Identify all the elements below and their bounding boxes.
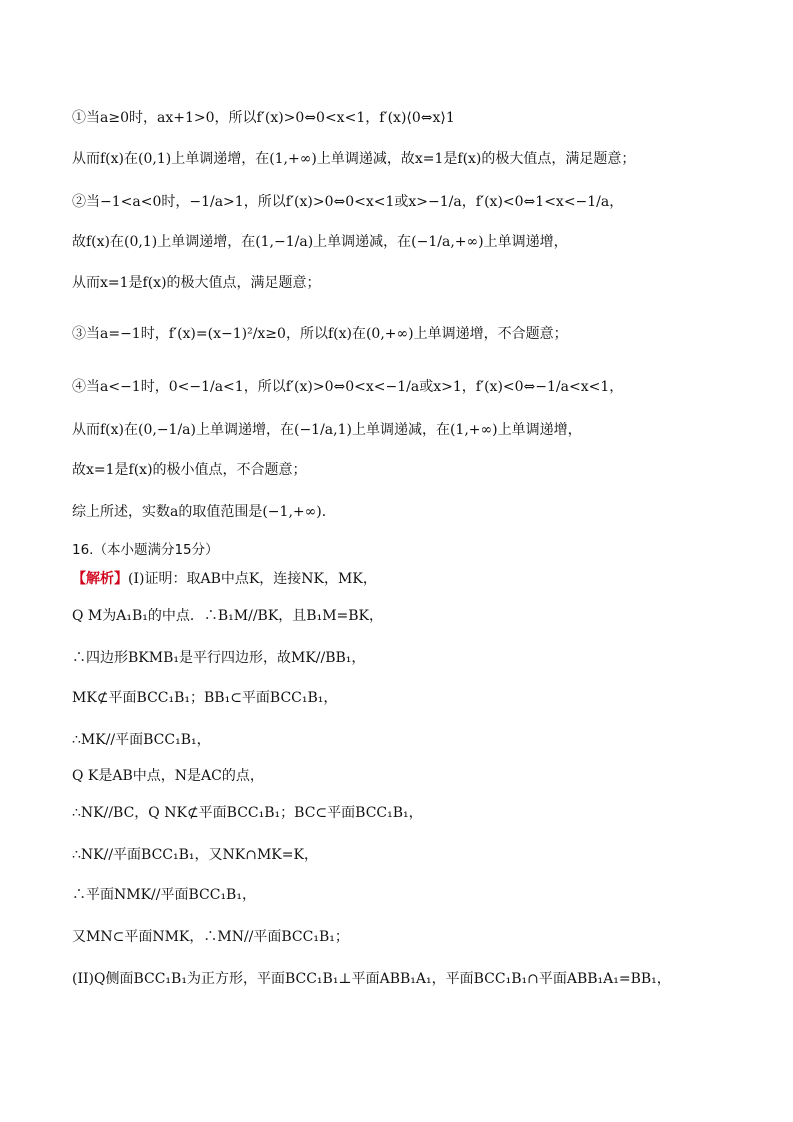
problem-heading: 16.（本小题满分15分） (72, 542, 219, 558)
case-3-line: ③当a=−1时，f′(x)=(x−1)²/x≥0，所以f(x)在(0,+∞)上单调递增，不合题意； (72, 326, 568, 342)
solution-line-5: ∴MK//平面BCC₁B₁， (72, 732, 211, 748)
solution-line-11: (II)Q侧面BCC₁B₁为正方形，平面BCC₁B₁⊥平面ABB₁A₁，平面BCC₁B₁∩平面ABB₁A₁=BB₁， (72, 971, 671, 987)
solution-tag: 【解析】 (72, 571, 128, 587)
case-4-line: ④当a<−1时，0<−1/a<1，所以f′(x)>0⇔0<x<−1/a或x>1，f′(x)<0⇔−1/a<x<1， (72, 379, 624, 395)
case-1-conclusion: 从而f(x)在(0,1)上单调递增，在(1,+∞)上单调递减，故x=1是f(x)的极大值点，满足题意； (72, 151, 636, 167)
case-2-conclusion: 从而x=1是f(x)的极大值点，满足题意； (72, 275, 321, 291)
solution-line-7: ∴NK//BC，Q NK⊄平面BCC₁B₁；BC⊂平面BCC₁B₁， (72, 805, 423, 821)
case-1-line: ①当a≥0时，ax+1>0，所以f′(x)>0⇔0<x<1，f′(x)⟨0⇔x⟩1 (72, 110, 455, 126)
solution-line-6: Q K是AB中点，N是AC的点， (72, 768, 264, 784)
case-2-line: ②当−1<a<0时，−1/a>1，所以f′(x)>0⇔0<x<1或x>−1/a，f′(x)<0⇔1<x<−1/a， (72, 194, 624, 210)
summary-line: 综上所述，实数a的取值范围是(−1,+∞)． (72, 504, 336, 520)
case-4-conclusion: 故x=1是f(x)的极小值点，不合题意； (72, 462, 307, 478)
solution-line-1 (72, 569, 753, 589)
case-4-monotonicity: 从而f(x)在(0,−1/a)上单调递增，在(−1/a,1)上单调递减，在(1,+∞)上单调递增， (72, 422, 582, 438)
solution-line-8: ∴NK//平面BCC₁B₁，又NK∩MK=K， (72, 847, 318, 863)
solution-text: (I)证明：取AB中点K，连接NK，MK， (128, 571, 377, 587)
solution-line-10: 又MN⊂平面NMK，∴MN//平面BCC₁B₁； (72, 929, 349, 945)
solution-line-4: MK⊄平面BCC₁B₁；BB₁⊂平面BCC₁B₁， (72, 690, 338, 706)
case-2-monotonicity: 故f(x)在(0,1)上单调递增，在(1,−1/a)上单调递减，在(−1/a,+∞)上单调递增， (72, 234, 568, 250)
solution-line-3: ∴四边形BKMB₁是平行四边形，故MK//BB₁， (72, 650, 366, 666)
solution-line-9: ∴平面NMK//平面BCC₁B₁， (72, 887, 256, 903)
solution-line-2: Q M为A₁B₁的中点．∴B₁M//BK，且B₁M=BK， (72, 608, 384, 624)
